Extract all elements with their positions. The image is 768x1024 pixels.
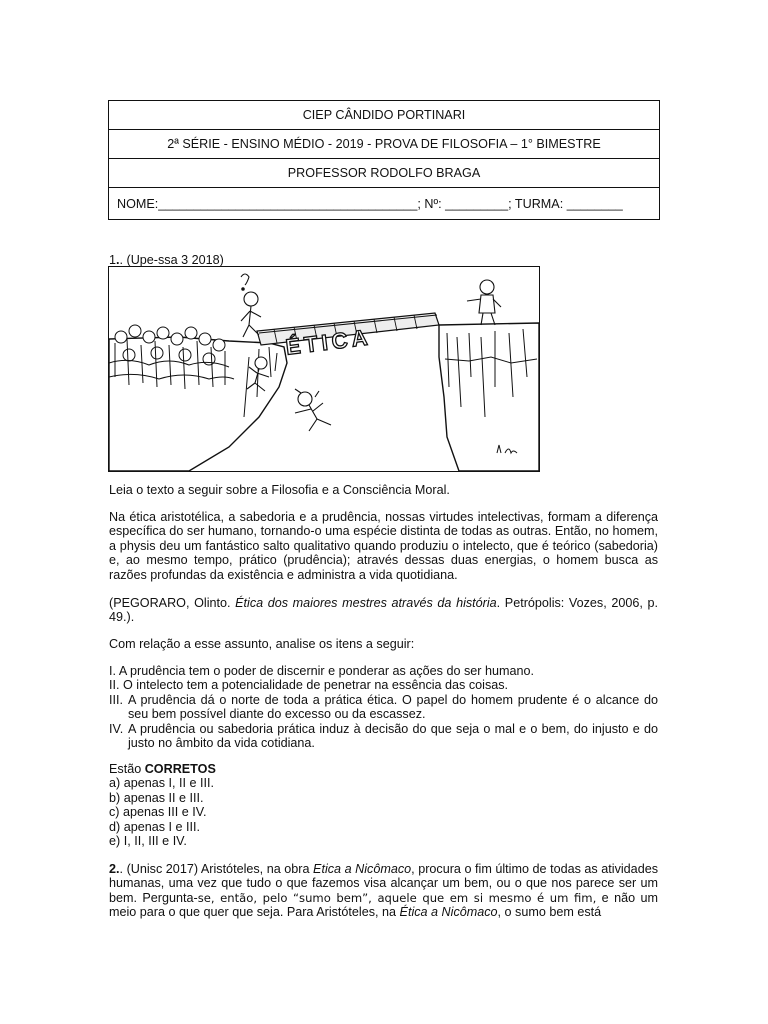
item-text: A prudência dá o norte de toda a prática ética. O papel do homem prudente é o alcance do seu bem possível diante do excesso ou da escassez.: [128, 692, 658, 722]
question-1-items: [109, 664, 658, 750]
question-2-number: 2: [109, 862, 117, 876]
item-iii: [109, 693, 658, 722]
option-a[interactable]: a) apenas I, II e III.: [109, 776, 215, 791]
question-1-number: 1: [109, 253, 117, 267]
item-number: IV.: [109, 721, 124, 736]
question-2: 2.. (Unisc 2017) Aristóteles, na obra Etica a Nicômaco, procura o fim último de todas as atividades humanas, uma vez que tudo o que fazemos visa alcançar um bem, ou o que nos parece ser um bem. Pergunta-se, então, pelo “sumo bem”, aquele que em si mesmo é um fim, e não um meio para o que quer que seja. Para Aristóteles, na Ética a Nicômaco, o sumo bem está: [109, 862, 658, 920]
option-e[interactable]: e) I, II, III e IV.: [109, 834, 187, 849]
item-iv: [109, 722, 658, 751]
cartoon-bridge-word: ÉTICA: [284, 324, 373, 360]
ethics-bridge-cartoon: [108, 266, 540, 472]
cartoon-drawing: [109, 267, 539, 471]
question-1-citation: [109, 596, 658, 625]
answer-lead: [109, 762, 658, 776]
item-ii: [109, 678, 658, 692]
citation-title: Ética dos maiores mestres através da história: [235, 596, 497, 610]
question-1-heading: 1.. (Upe-ssa 3 2018): [109, 253, 224, 267]
exam-header-table: [108, 100, 660, 220]
exam-title: 2ª SÉRIE - ENSINO MÉDIO - 2019 - PROVA DE FILOSOFIA – 1° BIMESTRE: [109, 130, 659, 159]
item-text: A prudência ou sabedoria prática induz à decisão do que seja o mal e o bem, do injusto e do justo no âmbito da vida cotidiana.: [128, 721, 658, 751]
question-2-work-title-2: Ética a Nicômaco: [399, 905, 498, 920]
option-b[interactable]: b) apenas II e III.: [109, 790, 204, 805]
question-2-text-a: , procura o fim último de todas as atividades humanas, uma vez que tudo o que fazemos visa alcançar um bem, ou o que nos parece ser um bem. Pergunta-: [109, 862, 658, 905]
item-text: A prudência tem o poder de discernir e ponderar as ações do ser humano.: [118, 664, 534, 678]
professor-name: PROFESSOR RODOLFO BRAGA: [109, 159, 659, 188]
question-2-text-c: e não um meio para o que quer que seja. Para Aristóteles, na: [109, 890, 658, 920]
question-1-source: . (Upe-ssa 3 2018): [119, 253, 224, 267]
question-1-prompt: Com relação a esse assunto, analise os itens a seguir:: [109, 637, 415, 651]
question-1-intro: Leia o texto a seguir sobre a Filosofia e a Consciência Moral.: [109, 483, 450, 497]
item-i: [109, 664, 658, 678]
item-number: I.: [109, 664, 116, 678]
student-fields: NOME:_____________________________________; Nº: _________; TURMA: ________: [117, 196, 623, 211]
school-name: CIEP CÂNDIDO PORTINARI: [109, 101, 659, 130]
citation-rest: . Petrópolis: Vozes, 2006, p. 49.).: [109, 596, 658, 625]
citation-author: (PEGORARO, Olinto.: [109, 596, 236, 610]
option-d[interactable]: d) apenas I e III.: [109, 819, 201, 834]
question-2-text-b: se, então, pelo “sumo bem”, aquele que em si mesmo é um fim,: [197, 890, 597, 905]
item-number: II.: [109, 678, 120, 693]
answer-lead-bold: CORRETOS: [144, 762, 216, 776]
question-2-work-title: Etica a Nicômaco: [313, 862, 412, 876]
item-text: O intelecto tem a potencialidade de penetrar na essência das coisas.: [123, 678, 509, 693]
answer-lead-text: Estão: [109, 762, 145, 776]
question-1-answers: [109, 762, 658, 848]
option-c[interactable]: c) apenas III e IV.: [109, 805, 207, 820]
item-number: III.: [109, 692, 123, 707]
question-1-passage: Na ética aristotélica, a sabedoria e a prudência, nossas virtudes intelectivas, formam a diferença específica do ser humano, tornando-o uma espécie distinta de todas as outras. Então, no homem, a physis deu um fantástico salto qualitativo quando produziu o intelecto, que é teórico (sabedoria) e, ao mesmo tempo, prático (prudência); através dessas duas energias, o homem busca as razões profundas da existência e administra a vida quotidiana.: [109, 510, 658, 582]
question-2-lead: . (Unisc 2017) Aristóteles, na obra: [119, 862, 314, 876]
question-2-text-d: , o sumo bem está: [497, 905, 602, 920]
